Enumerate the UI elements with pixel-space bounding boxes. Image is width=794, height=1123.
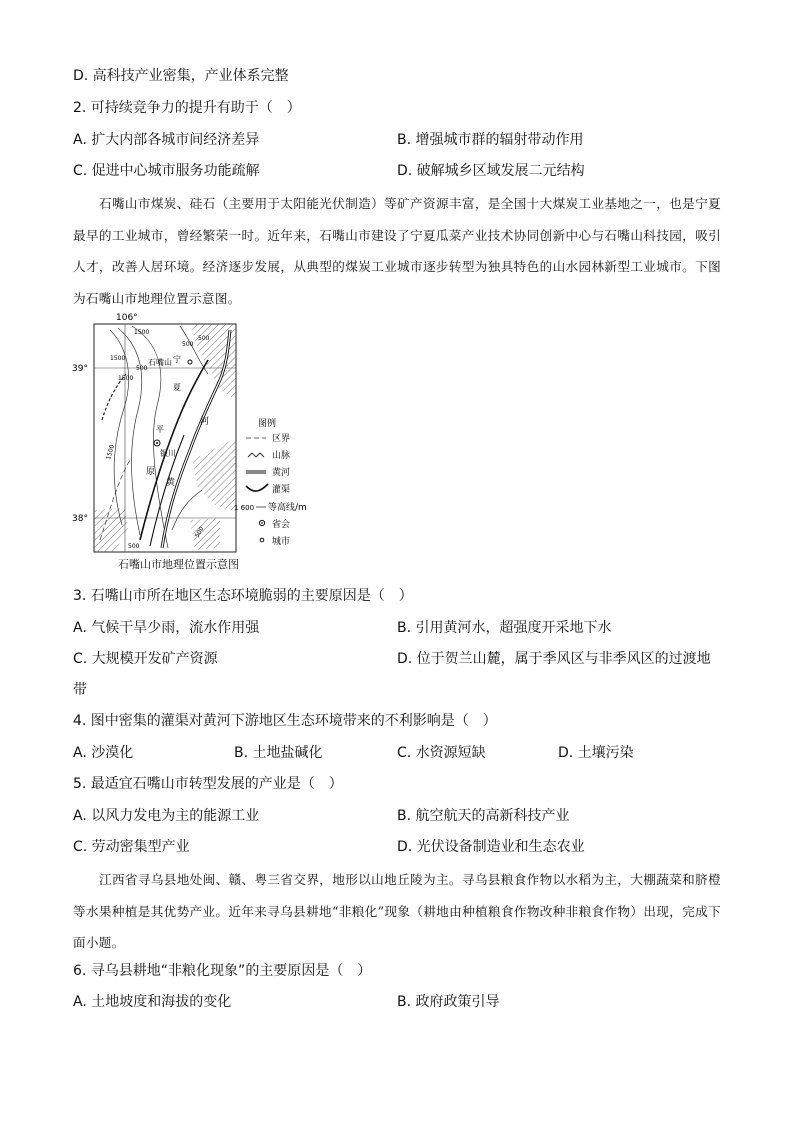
q2-option-a: A. 扩大内部各城市间经济差异 [73, 132, 260, 148]
q6-stem: 6. 寻乌县耕地“非粮化现象”的主要原因是（ ） [73, 963, 372, 979]
legend-contour-value: 1 600 [234, 504, 255, 512]
q6-option-a: A. 土地坡度和海拔的变化 [73, 994, 232, 1010]
legend-boundary: 区界 [272, 434, 291, 444]
legend-canal: 灌渠 [272, 485, 291, 495]
legend-river: 黄河 [272, 468, 291, 478]
q5-stem: 5. 最适宜石嘴山市转型发展的产业是（ ） [73, 776, 343, 792]
map-contour-label: 500 [128, 543, 140, 550]
map-legend [234, 417, 307, 547]
map-contour-label: 1500 [134, 329, 150, 336]
q3-option-d-continued: 带 [73, 682, 87, 698]
shizuishan-location-map [70, 310, 340, 570]
q5-option-b: B. 航空航天的高新科技产业 [397, 808, 570, 824]
q1-option-d: D. 高科技产业密集，产业体系完整 [73, 68, 289, 84]
q2-option-b: B. 增强城市群的辐射带动作用 [397, 132, 584, 148]
map-contour-label: 500 [136, 365, 148, 372]
q5-option-d: D. 光伏设备制造业和生态农业 [397, 839, 585, 855]
map-contour-label: 500 [182, 341, 194, 348]
map-label: 黄 [166, 478, 176, 488]
q4-option-d: D. 土壤污染 [558, 745, 634, 761]
legend-mountain: 山脉 [272, 451, 291, 461]
map-label: 河 [200, 417, 210, 427]
q4-option-a: A. 沙漠化 [73, 745, 134, 761]
map-caption: 石嘴山市地理位置示意图 [118, 558, 239, 571]
q2-option-d: D. 破解城乡区域发展二元结构 [397, 163, 585, 179]
q3-stem: 3. 石嘴山市所在地区生态环境脆弱的主要原因是（ ） [73, 588, 413, 604]
legend-title: 图例 [258, 419, 277, 429]
map-contour-label: 1500 [110, 355, 126, 362]
legend-contour: 等高线/m [268, 503, 307, 513]
q3-option-d: D. 位于贺兰山麓，属于季风区与非季风区的过渡地 [397, 651, 711, 667]
map-latitude-38-label: 38° [72, 514, 88, 524]
map-label: 宁 [173, 355, 181, 364]
passage-xunwu: 江西省寻乌县地处闽、赣、粤三省交界，地形以山地丘陵为主。寻乌县粮食作物以水稻为主，大棚蔬菜和脐橙等水果种植是其优势产业。近年来寻乌县耕地“非粮化”现象（耕地由种植粮食作物改种非粮食作物）出现，完成下面小题。 [73, 872, 721, 950]
q5-option-a: A. 以风力发电为主的能源工业 [73, 808, 260, 824]
map-contour-label: 1500 [105, 443, 116, 461]
q4-option-c: C. 水资源短缺 [397, 745, 486, 761]
q4-option-b: B. 土地盐碱化 [234, 745, 323, 761]
q6-option-b: B. 政府政策引导 [397, 994, 500, 1010]
map-label: 夏 [173, 383, 181, 392]
map-latitude-39-label: 39° [72, 364, 88, 374]
map-contour-label: 500 [198, 335, 210, 342]
map-contour-label: 500 [193, 525, 206, 539]
map-label: 原 [146, 467, 156, 477]
q3-option-a: A. 气候干旱少雨，流水作用强 [73, 620, 260, 636]
legend-capital: 省会 [272, 520, 291, 530]
map-contour-label: 1500 [118, 375, 134, 382]
q5-option-c: C. 劳动密集型产业 [73, 839, 190, 855]
map-label: 平 [156, 425, 164, 434]
q3-option-b: B. 引用黄河水，超强度开采地下水 [397, 620, 612, 636]
q3-option-c: C. 大规模开发矿产资源 [73, 651, 218, 667]
map-city-yinchuan: 银川 [160, 449, 176, 458]
q2-option-c: C. 促进中心城市服务功能疏解 [73, 163, 260, 179]
q4-stem: 4. 图中密集的灌渠对黄河下游地区生态环境带来的不利影响是（ ） [73, 713, 497, 729]
map-longitude-label: 106° [116, 313, 138, 323]
q2-stem: 2. 可持续竞争力的提升有助于（ ） [73, 100, 301, 116]
passage-shizuishan: 石嘴山市煤炭、硅石（主要用于太阳能光伏制造）等矿产资源丰富，是全国十大煤炭工业基地之一，也是宁夏最早的工业城市，曾经繁荣一时。近年来，石嘴山市建设了宁夏瓜菜产业技术协同创新中心与石嘴山科技园，吸引人才，改善人居环境。经济逐步发展，从典型的煤炭工业城市逐步转型为独具特色的山水园林新型工业城市。下图为石嘴山市地理位置示意图。 [73, 196, 721, 306]
map-city-shizuishan: 石嘴山 [148, 358, 172, 367]
legend-city: 城市 [272, 537, 291, 547]
